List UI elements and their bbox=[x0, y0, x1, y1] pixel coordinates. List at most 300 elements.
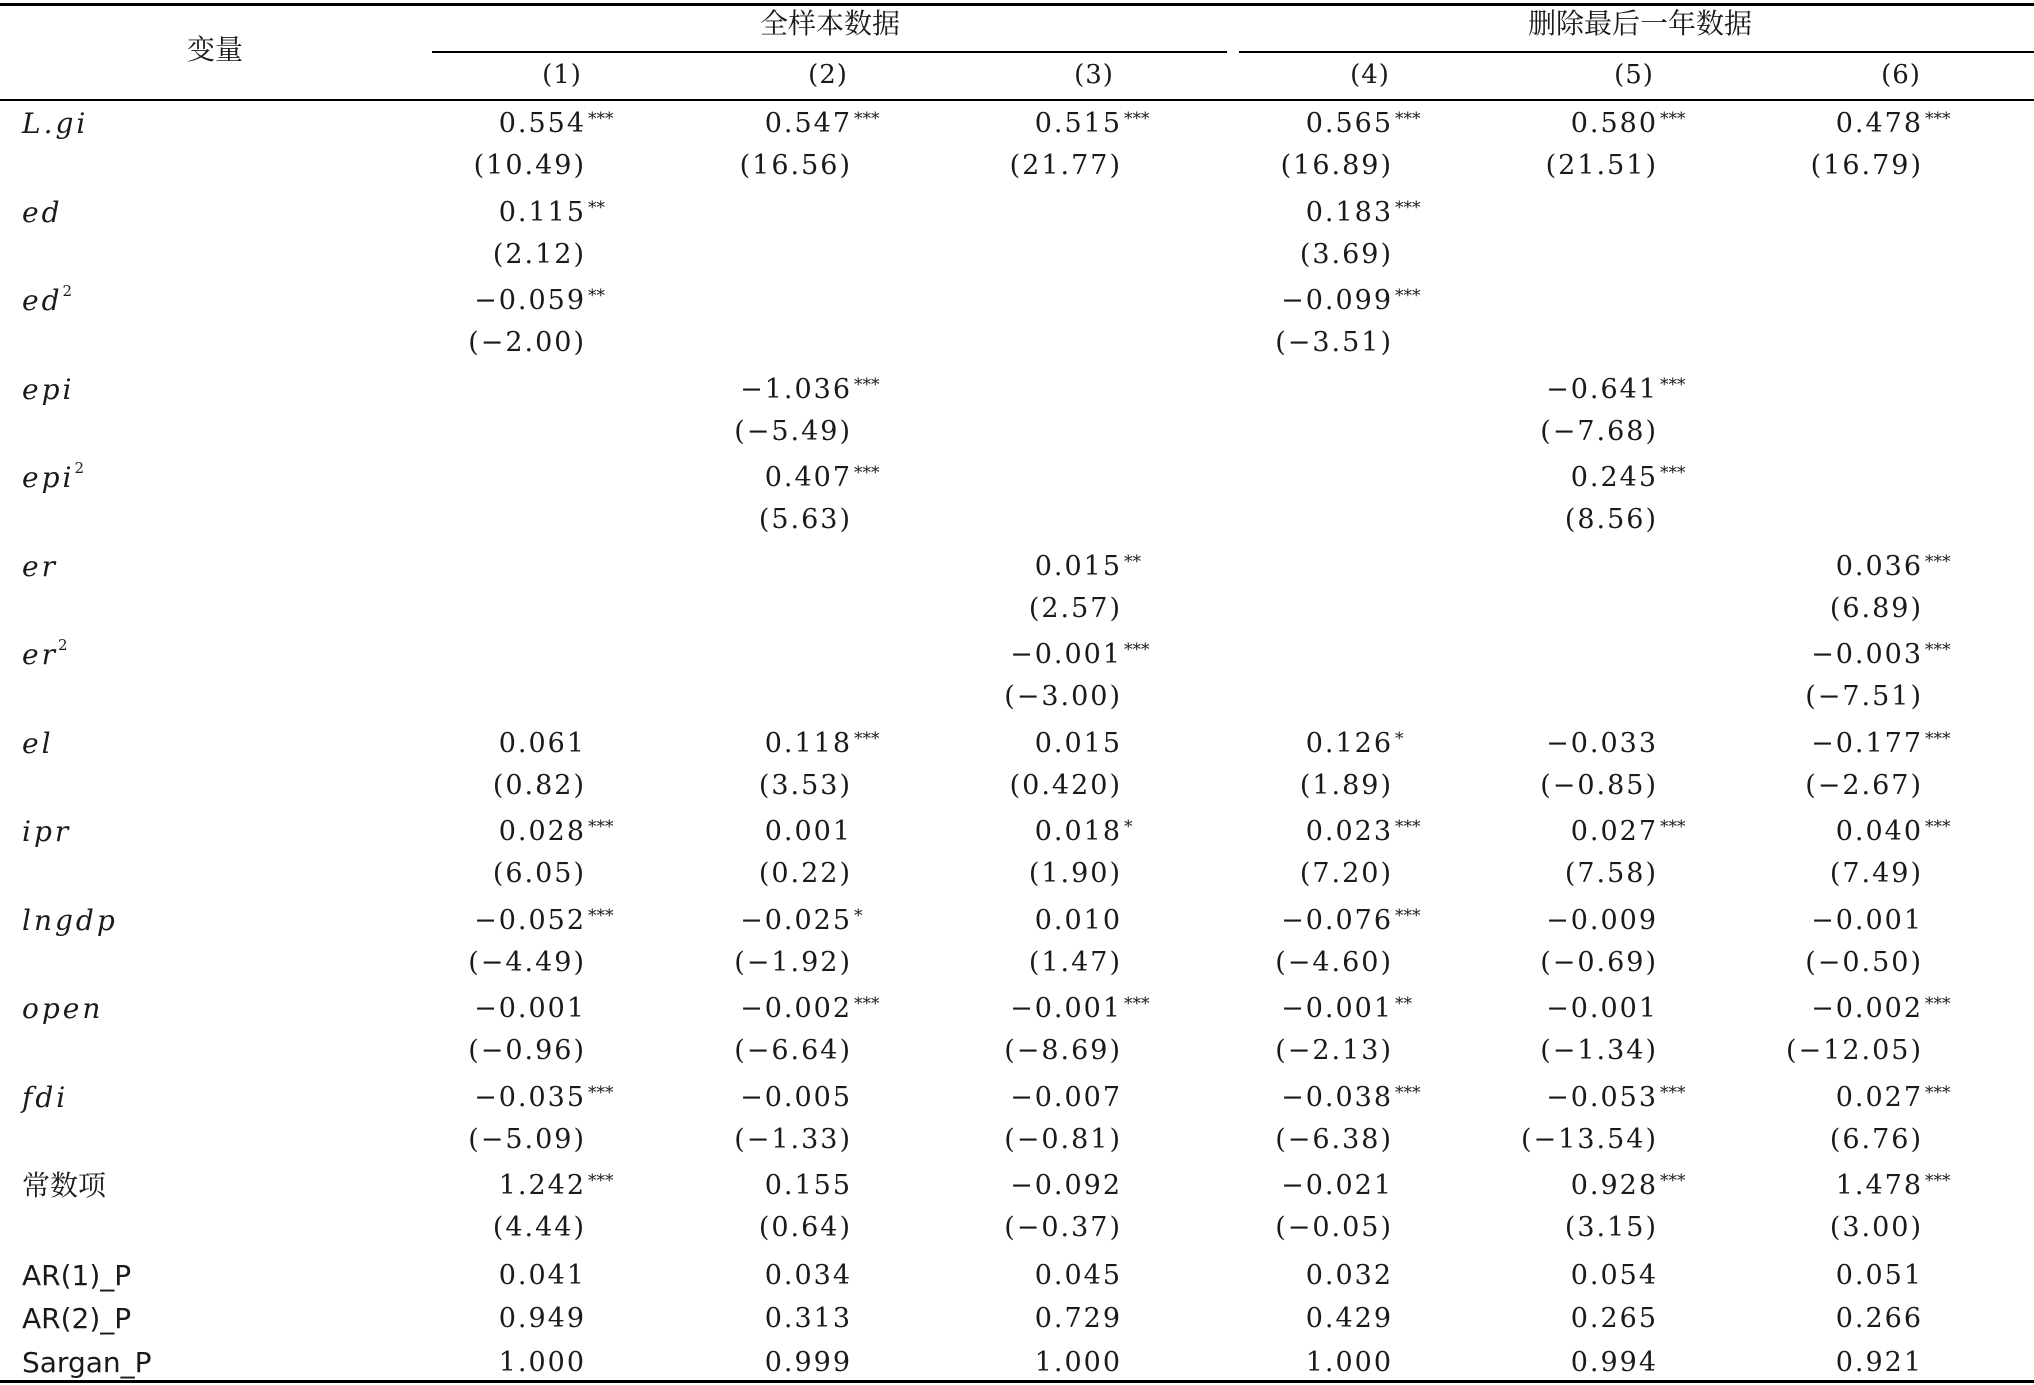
coefficient-cell bbox=[1143, 285, 1421, 317]
coefficient-cell bbox=[1408, 816, 1686, 848]
variable-superscript: 2 bbox=[74, 458, 87, 477]
t-stat-cell-value: (−3.51) bbox=[1275, 327, 1393, 358]
column-number: (5) bbox=[1614, 60, 1654, 90]
t-stat-cell bbox=[1143, 858, 1393, 890]
significance-stars: *** bbox=[588, 109, 614, 129]
significance-stars: *** bbox=[854, 463, 880, 483]
variable-name: AR(2)_P bbox=[22, 1302, 132, 1335]
significance-stars: *** bbox=[1925, 817, 1951, 837]
coefficient-cell bbox=[1143, 1081, 1421, 1114]
significance-stars: *** bbox=[1660, 463, 1686, 483]
coefficient-cell-value: 0.040 bbox=[1835, 816, 1923, 847]
coefficient-cell bbox=[1408, 1170, 1686, 1202]
t-stat-cell bbox=[602, 1212, 852, 1244]
coefficient-cell bbox=[1143, 108, 1421, 140]
variable-name: AR(1)_P bbox=[22, 1259, 132, 1292]
t-stat-cell bbox=[1673, 1035, 1923, 1067]
statistic-cell-value: 1.000 bbox=[498, 1347, 586, 1378]
variable-superscript: 2 bbox=[62, 281, 76, 300]
variable-name: ed bbox=[22, 195, 63, 229]
t-stat-cell bbox=[1408, 150, 1658, 182]
t-stat-cell-value: (−4.60) bbox=[1275, 946, 1393, 978]
t-stat-cell bbox=[1143, 150, 1393, 182]
variable-name: ed bbox=[22, 284, 63, 317]
t-stat-cell bbox=[602, 416, 852, 448]
t-stat-cell-value: (7.58) bbox=[1564, 858, 1658, 889]
t-stat-cell bbox=[1143, 947, 1393, 979]
coefficient-cell-value: 0.554 bbox=[498, 108, 586, 139]
statistic-cell-value: 0.051 bbox=[1835, 1260, 1923, 1291]
coefficient-cell bbox=[1408, 462, 1686, 494]
coefficient-cell-value: −0.035 bbox=[474, 1081, 586, 1113]
coefficient-cell-value: 0.580 bbox=[1570, 108, 1658, 139]
coefficient-cell bbox=[336, 1081, 614, 1114]
significance-stars: *** bbox=[1925, 1171, 1951, 1191]
t-stat-cell bbox=[1408, 858, 1658, 890]
coefficient-cell bbox=[336, 993, 586, 1025]
t-stat-cell-value: (−1.34) bbox=[1540, 1035, 1658, 1066]
statistic-cell bbox=[1408, 1347, 1658, 1379]
t-stat-cell-value: (1.47) bbox=[1028, 946, 1122, 978]
coefficient-cell-value: −0.001 bbox=[1010, 993, 1122, 1024]
coefficient-cell bbox=[336, 285, 605, 317]
t-stat-cell bbox=[336, 858, 586, 890]
t-stat-cell-value: (−0.81) bbox=[1004, 1123, 1122, 1155]
coefficient-cell bbox=[1673, 550, 1951, 583]
coefficient-cell bbox=[872, 1170, 1122, 1202]
t-stat-cell-value: (−2.00) bbox=[468, 327, 586, 358]
t-stat-cell bbox=[1143, 327, 1393, 359]
coefficient-cell-value: 0.015 bbox=[1034, 727, 1122, 759]
t-stat-cell bbox=[872, 593, 1122, 625]
coefficient-cell-value: 0.027 bbox=[1570, 816, 1658, 847]
variable-label bbox=[22, 728, 54, 760]
coefficient-cell-value: 0.245 bbox=[1570, 462, 1658, 493]
coefficient-cell-value: −0.038 bbox=[1281, 1081, 1393, 1113]
coefficient-cell bbox=[1673, 816, 1951, 848]
significance-stars: *** bbox=[1660, 1082, 1686, 1103]
t-stat-cell bbox=[602, 1035, 852, 1067]
t-stat-cell bbox=[1143, 1035, 1393, 1067]
coefficient-cell bbox=[602, 816, 852, 848]
coefficient-cell bbox=[1673, 993, 1951, 1025]
t-stat-cell-value: (−0.50) bbox=[1805, 946, 1923, 978]
significance-stars: *** bbox=[1925, 728, 1951, 749]
coefficient-cell-value: −0.007 bbox=[1010, 1081, 1122, 1113]
t-stat-cell-value: (−5.09) bbox=[468, 1123, 586, 1155]
t-stat-cell bbox=[1408, 1124, 1658, 1156]
significance-stars: *** bbox=[1660, 817, 1686, 837]
t-stat-cell-value: (0.22) bbox=[758, 858, 852, 889]
t-stat-cell-value: (21.77) bbox=[1009, 150, 1122, 181]
t-stat-cell-value: (16.89) bbox=[1280, 150, 1393, 181]
statistic-cell bbox=[602, 1260, 852, 1292]
t-stat-cell-value: (2.57) bbox=[1028, 592, 1122, 624]
t-stat-cell bbox=[1673, 1212, 1923, 1244]
t-stat-cell-value: (4.44) bbox=[492, 1212, 586, 1243]
t-stat-cell-value: (−0.85) bbox=[1540, 769, 1658, 801]
significance-stars: *** bbox=[1660, 1171, 1686, 1191]
statistic-cell-value: 0.045 bbox=[1034, 1260, 1122, 1291]
column-number: (4) bbox=[1350, 60, 1390, 90]
coefficient-cell bbox=[602, 462, 880, 494]
coefficient-cell-value: −0.092 bbox=[1010, 1170, 1122, 1201]
t-stat-cell-value: (3.00) bbox=[1829, 1212, 1923, 1243]
significance-stars: *** bbox=[1660, 374, 1686, 395]
t-stat-cell-value: (3.69) bbox=[1299, 238, 1393, 270]
t-stat-cell-value: (−0.37) bbox=[1004, 1212, 1122, 1243]
variable-label bbox=[22, 1082, 68, 1114]
header-rule bbox=[0, 99, 2034, 101]
statistic-cell bbox=[1143, 1260, 1393, 1292]
significance-stars: *** bbox=[1925, 994, 1951, 1014]
t-stat-cell bbox=[336, 770, 586, 802]
t-stat-cell bbox=[1408, 504, 1658, 536]
column-number: (3) bbox=[1074, 60, 1114, 90]
t-stat-cell bbox=[336, 239, 586, 271]
coefficient-cell-value: −0.001 bbox=[1010, 639, 1122, 670]
coefficient-cell bbox=[1143, 1170, 1393, 1202]
significance-stars: ** bbox=[588, 197, 605, 218]
coefficient-cell-value: 0.118 bbox=[764, 727, 852, 759]
t-stat-cell-value: (2.12) bbox=[492, 238, 586, 270]
variable-label bbox=[22, 1303, 131, 1335]
t-stat-cell bbox=[336, 1124, 586, 1156]
statistic-cell bbox=[872, 1260, 1122, 1292]
coefficient-cell-value: −0.002 bbox=[1811, 993, 1923, 1024]
statistic-cell bbox=[1673, 1347, 1923, 1379]
t-stat-cell bbox=[872, 681, 1122, 713]
coefficient-cell bbox=[1408, 993, 1658, 1025]
significance-stars: *** bbox=[1660, 109, 1686, 129]
coefficient-cell bbox=[1673, 727, 1951, 760]
statistic-cell bbox=[336, 1303, 586, 1335]
coefficient-cell bbox=[1673, 108, 1951, 140]
variable-name: open bbox=[22, 992, 104, 1025]
statistic-cell-value: 1.000 bbox=[1305, 1347, 1393, 1378]
significance-stars: *** bbox=[1925, 109, 1951, 129]
t-stat-cell bbox=[602, 858, 852, 890]
column-number: (2) bbox=[808, 60, 848, 90]
coefficient-cell bbox=[872, 550, 1141, 583]
coefficient-cell-value: −0.025 bbox=[740, 904, 852, 936]
significance-stars: *** bbox=[1395, 817, 1421, 837]
variable-label bbox=[22, 635, 71, 671]
coefficient-cell-value: 0.015 bbox=[1034, 550, 1122, 582]
coefficient-cell-value: −0.033 bbox=[1546, 727, 1658, 759]
coefficient-cell-value: −0.021 bbox=[1281, 1170, 1393, 1201]
coefficient-cell-value: −0.076 bbox=[1281, 904, 1393, 936]
coefficient-cell-value: −1.036 bbox=[740, 373, 852, 405]
group-rule-full-sample bbox=[432, 51, 1227, 53]
coefficient-cell-value: 0.515 bbox=[1034, 108, 1122, 139]
coefficient-cell-value: −0.052 bbox=[474, 904, 586, 936]
statistic-cell bbox=[1143, 1303, 1393, 1335]
coefficient-cell-value: 0.001 bbox=[764, 816, 852, 847]
coefficient-cell bbox=[336, 904, 614, 937]
t-stat-cell-value: (−0.96) bbox=[468, 1035, 586, 1066]
t-stat-cell bbox=[1408, 1212, 1658, 1244]
coefficient-cell-value: −0.099 bbox=[1281, 285, 1393, 316]
t-stat-cell bbox=[872, 770, 1122, 802]
t-stat-cell-value: (7.20) bbox=[1299, 858, 1393, 889]
significance-stars: *** bbox=[1925, 551, 1951, 572]
coefficient-cell-value: 0.023 bbox=[1305, 816, 1393, 847]
variable-label bbox=[22, 905, 118, 937]
coefficient-cell-value: −0.001 bbox=[1546, 993, 1658, 1024]
t-stat-cell-value: (−13.54) bbox=[1521, 1123, 1658, 1155]
coefficient-cell-value: 1.478 bbox=[1835, 1170, 1923, 1201]
variable-superscript: 2 bbox=[57, 635, 71, 654]
variable-name: epi bbox=[22, 372, 75, 406]
coefficient-cell bbox=[1143, 993, 1412, 1025]
statistic-cell bbox=[1408, 1303, 1658, 1335]
group-header-full-sample: 全样本数据 bbox=[759, 7, 900, 40]
t-stat-cell bbox=[1143, 1212, 1393, 1244]
t-stat-cell bbox=[1673, 150, 1923, 182]
coefficient-cell bbox=[1143, 196, 1421, 229]
variable-header: 变量 bbox=[186, 33, 243, 66]
t-stat-cell bbox=[872, 1212, 1122, 1244]
statistic-cell-value: 0.949 bbox=[498, 1303, 586, 1334]
significance-stars: *** bbox=[1925, 640, 1951, 660]
t-stat-cell-value: (−3.00) bbox=[1004, 681, 1122, 712]
t-stat-cell-value: (6.05) bbox=[492, 858, 586, 889]
significance-stars: *** bbox=[1925, 1082, 1951, 1103]
coefficient-cell-value: −0.001 bbox=[1811, 904, 1923, 936]
significance-stars: * bbox=[1124, 817, 1133, 837]
variable-name: 常数项 bbox=[22, 1169, 107, 1202]
t-stat-cell bbox=[1143, 770, 1393, 802]
statistic-cell-value: 0.313 bbox=[764, 1303, 852, 1334]
variable-name: Sargan_P bbox=[22, 1346, 152, 1379]
column-number: (1) bbox=[542, 60, 582, 90]
t-stat-cell bbox=[336, 150, 586, 182]
t-stat-cell bbox=[602, 1124, 852, 1156]
coefficient-cell bbox=[872, 993, 1150, 1025]
coefficient-cell-value: −0.001 bbox=[474, 993, 586, 1024]
statistic-cell bbox=[336, 1260, 586, 1292]
coefficient-cell bbox=[602, 373, 880, 406]
t-stat-cell-value: (0.64) bbox=[758, 1212, 852, 1243]
significance-stars: ** bbox=[588, 286, 605, 306]
statistic-cell-value: 0.266 bbox=[1835, 1303, 1923, 1334]
t-stat-cell-value: (−12.05) bbox=[1786, 1035, 1923, 1066]
variable-name: fdi bbox=[22, 1080, 69, 1114]
variable-label bbox=[22, 458, 87, 494]
significance-stars: *** bbox=[588, 1171, 614, 1191]
variable-name: epi bbox=[22, 461, 75, 494]
significance-stars: *** bbox=[1395, 109, 1421, 129]
t-stat-cell-value: (−6.64) bbox=[734, 1035, 852, 1066]
coefficient-cell bbox=[336, 728, 586, 760]
t-stat-cell bbox=[336, 947, 586, 979]
t-stat-cell-value: (−4.49) bbox=[468, 946, 586, 978]
coefficient-cell bbox=[872, 728, 1122, 760]
t-stat-cell bbox=[1673, 593, 1923, 625]
coefficient-cell-value: 0.018 bbox=[1034, 816, 1122, 847]
t-stat-cell-value: (−6.38) bbox=[1275, 1123, 1393, 1155]
coefficient-cell-value: −0.059 bbox=[474, 285, 586, 316]
variable-name: er bbox=[22, 549, 58, 583]
coefficient-cell bbox=[1408, 1081, 1686, 1114]
coefficient-cell-value: −0.003 bbox=[1811, 639, 1923, 670]
t-stat-cell bbox=[336, 1035, 586, 1067]
significance-stars: ** bbox=[1395, 994, 1412, 1014]
t-stat-cell-value: (6.89) bbox=[1829, 592, 1923, 624]
coefficient-cell bbox=[602, 727, 880, 760]
t-stat-cell bbox=[872, 858, 1122, 890]
t-stat-cell bbox=[1408, 770, 1658, 802]
significance-stars: *** bbox=[854, 109, 880, 129]
significance-stars: *** bbox=[588, 905, 614, 926]
coefficient-cell bbox=[872, 639, 1150, 671]
significance-stars: * bbox=[854, 905, 863, 926]
t-stat-cell-value: (−5.49) bbox=[734, 415, 852, 447]
t-stat-cell bbox=[1143, 239, 1393, 271]
t-stat-cell bbox=[872, 1124, 1122, 1156]
coefficient-cell bbox=[336, 1170, 614, 1202]
coefficient-cell-value: 0.126 bbox=[1305, 727, 1393, 759]
t-stat-cell bbox=[602, 150, 852, 182]
t-stat-cell-value: (−2.13) bbox=[1275, 1035, 1393, 1066]
t-stat-cell-value: (−7.51) bbox=[1805, 681, 1923, 712]
coefficient-cell-value: −0.001 bbox=[1281, 993, 1393, 1024]
t-stat-cell-value: (−8.69) bbox=[1004, 1035, 1122, 1066]
t-stat-cell bbox=[1143, 1124, 1393, 1156]
coefficient-cell bbox=[602, 993, 880, 1025]
coefficient-cell-value: 0.036 bbox=[1835, 550, 1923, 582]
coefficient-cell-value: 0.547 bbox=[764, 108, 852, 139]
coefficient-cell bbox=[336, 816, 614, 848]
t-stat-cell bbox=[602, 947, 852, 979]
variable-label bbox=[22, 197, 63, 229]
t-stat-cell bbox=[872, 947, 1122, 979]
coefficient-cell bbox=[1673, 1170, 1951, 1202]
statistic-cell bbox=[1408, 1260, 1658, 1292]
t-stat-cell-value: (8.56) bbox=[1564, 504, 1658, 535]
t-stat-cell-value: (−2.67) bbox=[1805, 769, 1923, 801]
t-stat-cell-value: (−1.92) bbox=[734, 946, 852, 978]
coefficient-cell-value: −0.177 bbox=[1811, 727, 1923, 759]
coefficient-cell-value: 0.407 bbox=[764, 462, 852, 493]
statistic-cell bbox=[336, 1347, 586, 1379]
t-stat-cell-value: (5.63) bbox=[758, 504, 852, 535]
significance-stars: *** bbox=[1395, 905, 1421, 926]
t-stat-cell bbox=[602, 504, 852, 536]
variable-label bbox=[22, 281, 76, 317]
coefficient-cell bbox=[1408, 905, 1658, 937]
variable-name: er bbox=[22, 638, 58, 671]
coefficient-cell-value: 0.928 bbox=[1570, 1170, 1658, 1201]
coefficient-cell-value: 0.183 bbox=[1305, 196, 1393, 228]
coefficient-cell-value: 0.028 bbox=[498, 816, 586, 847]
coefficient-cell-value: 0.565 bbox=[1305, 108, 1393, 139]
t-stat-cell-value: (3.15) bbox=[1564, 1212, 1658, 1243]
t-stat-cell bbox=[1673, 1124, 1923, 1156]
t-stat-cell bbox=[1673, 681, 1923, 713]
coefficient-cell-value: −0.053 bbox=[1546, 1081, 1658, 1113]
coefficient-cell-value: −0.641 bbox=[1546, 373, 1658, 405]
significance-stars: *** bbox=[854, 994, 880, 1014]
variable-name: ipr bbox=[22, 815, 72, 848]
coefficient-cell bbox=[1143, 904, 1421, 937]
statistic-cell-value: 0.994 bbox=[1570, 1347, 1658, 1378]
group-rule-drop-last-year bbox=[1239, 51, 2034, 53]
coefficient-cell-value: −0.002 bbox=[740, 993, 852, 1024]
t-stat-cell-value: (0.82) bbox=[492, 769, 586, 801]
coefficient-cell bbox=[872, 1082, 1122, 1114]
significance-stars: *** bbox=[1124, 109, 1150, 129]
variable-label bbox=[22, 374, 74, 406]
top-rule bbox=[0, 3, 2034, 6]
statistic-cell bbox=[602, 1303, 852, 1335]
coefficient-cell bbox=[602, 1082, 852, 1114]
t-stat-cell bbox=[1408, 947, 1658, 979]
statistic-cell bbox=[1143, 1347, 1393, 1379]
coefficient-cell bbox=[1673, 905, 1923, 937]
t-stat-cell-value: (1.89) bbox=[1299, 769, 1393, 801]
significance-stars: *** bbox=[1395, 1082, 1421, 1103]
coefficient-cell-value: 0.115 bbox=[498, 196, 586, 228]
coefficient-cell-value: 0.027 bbox=[1835, 1081, 1923, 1113]
variable-name: L.gi bbox=[22, 107, 89, 140]
t-stat-cell-value: (10.49) bbox=[473, 150, 586, 181]
t-stat-cell bbox=[336, 1212, 586, 1244]
coefficient-cell bbox=[1143, 816, 1421, 848]
statistic-cell-value: 0.999 bbox=[764, 1347, 852, 1378]
coefficient-cell bbox=[1673, 1081, 1951, 1114]
statistic-cell-value: 0.729 bbox=[1034, 1303, 1122, 1334]
statistic-cell-value: 0.041 bbox=[498, 1260, 586, 1291]
coefficient-cell bbox=[1143, 727, 1404, 760]
coefficient-cell-value: −0.009 bbox=[1546, 904, 1658, 936]
t-stat-cell-value: (−1.33) bbox=[734, 1123, 852, 1155]
statistic-cell bbox=[602, 1347, 852, 1379]
coefficient-cell bbox=[336, 196, 605, 229]
significance-stars: *** bbox=[1395, 286, 1421, 306]
coefficient-cell bbox=[1408, 373, 1686, 406]
t-stat-cell-value: (3.53) bbox=[758, 769, 852, 801]
t-stat-cell-value: (−0.05) bbox=[1275, 1212, 1393, 1243]
statistic-cell bbox=[872, 1347, 1122, 1379]
coefficient-cell-value: 0.061 bbox=[498, 727, 586, 759]
coefficient-cell-value: 0.478 bbox=[1835, 108, 1923, 139]
coefficient-cell bbox=[1408, 728, 1658, 760]
t-stat-cell bbox=[1673, 947, 1923, 979]
coefficient-cell bbox=[1408, 108, 1686, 140]
variable-label bbox=[22, 993, 103, 1025]
t-stat-cell-value: (−7.68) bbox=[1540, 415, 1658, 447]
t-stat-cell bbox=[336, 327, 586, 359]
statistic-cell-value: 1.000 bbox=[1034, 1347, 1122, 1378]
coefficient-cell bbox=[1673, 639, 1951, 671]
significance-stars: *** bbox=[1124, 994, 1150, 1014]
group-header-drop-last-year: 删除最后一年数据 bbox=[1527, 7, 1752, 40]
t-stat-cell bbox=[1408, 416, 1658, 448]
statistic-cell-value: 0.054 bbox=[1570, 1260, 1658, 1291]
t-stat-cell-value: (0.420) bbox=[1009, 769, 1122, 801]
coefficient-cell-value: 0.155 bbox=[764, 1170, 852, 1201]
statistic-cell bbox=[1673, 1260, 1923, 1292]
t-stat-cell-value: (6.76) bbox=[1829, 1123, 1923, 1155]
t-stat-cell bbox=[1673, 858, 1923, 890]
significance-stars: ** bbox=[1124, 551, 1141, 572]
statistic-cell-value: 0.032 bbox=[1305, 1260, 1393, 1291]
variable-name: lngdp bbox=[22, 903, 118, 937]
t-stat-cell bbox=[872, 1035, 1122, 1067]
statistic-cell bbox=[872, 1303, 1122, 1335]
